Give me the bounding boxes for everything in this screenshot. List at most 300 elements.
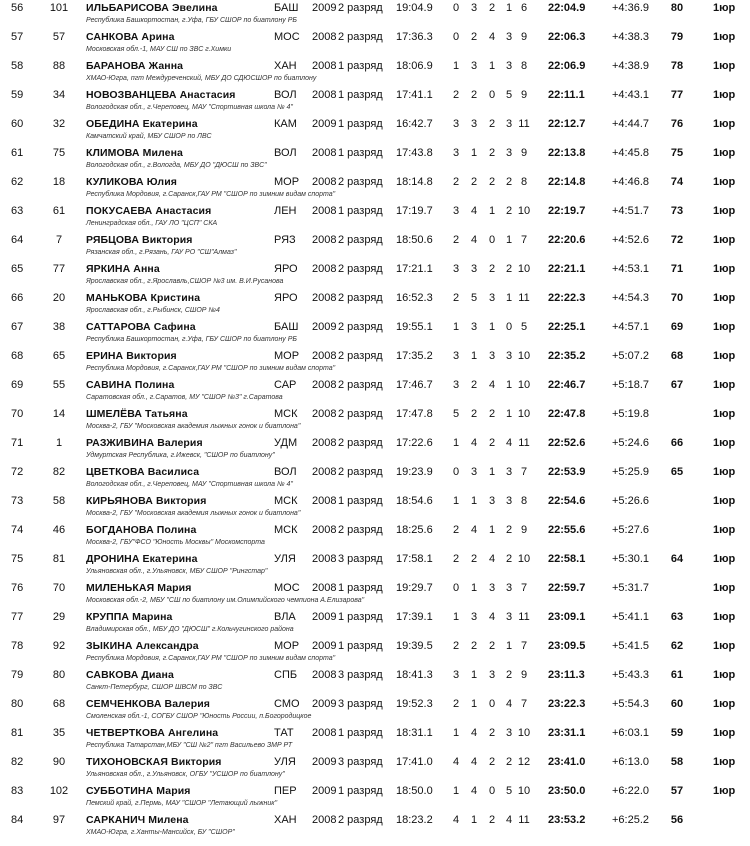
points-cell: 65 — [670, 466, 684, 478]
athlete-name: ТИХОНОВСКАЯ Виктория — [86, 756, 222, 768]
penalty-total: 10 — [517, 785, 531, 797]
penalty-lap-4: 4 — [505, 437, 513, 449]
birth-year: 2008 — [312, 350, 337, 362]
points-cell: 76 — [670, 118, 684, 130]
final-time: 22:19.7 — [548, 205, 586, 217]
bib-number-cell: 68 — [52, 698, 66, 710]
time-behind: +6:22.0 — [612, 785, 650, 797]
place-cell: 82 — [11, 756, 24, 768]
penalty-total: 9 — [520, 669, 528, 681]
sport-rank: 2 разряд — [338, 2, 383, 14]
athlete-organization: Ульяновская обл., г.Ульяновск, МБУ СШОР "Рингстар" — [86, 568, 268, 575]
penalty-total: 8 — [520, 495, 528, 507]
penalty-lap-3: 2 — [488, 118, 496, 130]
bib-number-cell: 65 — [52, 350, 66, 362]
region-code: МОР — [274, 176, 300, 188]
table-row — [0, 580, 750, 609]
penalty-lap-3: 3 — [488, 495, 496, 507]
final-time: 22:06.3 — [548, 31, 586, 43]
time-behind: +4:43.1 — [612, 89, 650, 101]
final-time: 22:04.9 — [548, 2, 586, 14]
table-row — [0, 696, 750, 725]
category-cell: 1юр — [713, 495, 736, 507]
time-behind: +6:25.2 — [612, 814, 650, 826]
birth-year: 2008 — [312, 89, 337, 101]
penalty-lap-4: 3 — [505, 118, 513, 130]
sport-rank: 1 разряд — [338, 785, 383, 797]
birth-year: 2008 — [312, 727, 337, 739]
bib-number-cell: 34 — [52, 89, 66, 101]
course-time: 17:41.0 — [396, 756, 433, 768]
region-code: ЯРО — [274, 292, 298, 304]
penalty-lap-2: 4 — [470, 727, 478, 739]
athlete-name: РАЗЖИВИНА Валерия — [86, 437, 203, 449]
athlete-organization: ХМАО-Югра, г.Ханты-Мансийск, БУ "СШОР" — [86, 829, 235, 836]
region-code: УЛЯ — [274, 553, 296, 565]
category-cell: 1юр — [713, 727, 736, 739]
penalty-lap-2: 1 — [470, 698, 478, 710]
penalty-lap-4: 1 — [505, 379, 513, 391]
birth-year: 2009 — [312, 756, 337, 768]
region-code: ТАТ — [274, 727, 294, 739]
athlete-name: МИЛЕНЬКАЯ Мария — [86, 582, 192, 594]
final-time: 22:21.1 — [548, 263, 586, 275]
penalty-lap-1: 1 — [452, 785, 460, 797]
final-time: 22:46.7 — [548, 379, 586, 391]
final-time: 22:55.6 — [548, 524, 586, 536]
sport-rank: 2 разряд — [338, 466, 383, 478]
region-code: СМО — [274, 698, 300, 710]
sport-rank: 1 разряд — [338, 147, 383, 159]
penalty-lap-1: 3 — [452, 205, 460, 217]
final-time: 22:54.6 — [548, 495, 586, 507]
points-cell: 68 — [670, 350, 684, 362]
region-code: БАШ — [274, 321, 299, 333]
table-row — [0, 667, 750, 696]
final-time: 23:31.1 — [548, 727, 586, 739]
penalty-lap-3: 3 — [488, 669, 496, 681]
course-time: 18:14.8 — [396, 176, 433, 188]
penalty-lap-4: 4 — [505, 698, 513, 710]
time-behind: +5:31.7 — [612, 582, 650, 594]
category-cell: 1юр — [713, 89, 736, 101]
penalty-lap-1: 0 — [452, 31, 460, 43]
bib-number-cell: 61 — [52, 205, 66, 217]
penalty-lap-1: 2 — [452, 234, 460, 246]
penalty-lap-2: 2 — [470, 640, 478, 652]
points-cell: 80 — [670, 2, 684, 14]
category-cell: 1юр — [713, 756, 736, 768]
sport-rank: 2 разряд — [338, 176, 383, 188]
region-code: СПБ — [274, 669, 298, 681]
course-time: 18:41.3 — [396, 669, 433, 681]
place-cell: 59 — [11, 89, 24, 101]
sport-rank: 2 разряд — [338, 524, 383, 536]
sport-rank: 1 разряд — [338, 582, 383, 594]
birth-year: 2008 — [312, 147, 337, 159]
penalty-total: 8 — [520, 176, 528, 188]
birth-year: 2009 — [312, 640, 337, 652]
penalty-lap-1: 2 — [452, 640, 460, 652]
points-cell: 77 — [670, 89, 684, 101]
athlete-name: СУББОТИНА Мария — [86, 785, 191, 797]
course-time: 18:50.6 — [396, 234, 433, 246]
athlete-name: САВКОВА Диана — [86, 669, 174, 681]
table-row — [0, 725, 750, 754]
penalty-lap-3: 4 — [488, 31, 496, 43]
athlete-organization: ХМАО-Югра, пгт Междуреченский, МБУ ДО СДЮСШОР по биатлону — [86, 75, 317, 82]
birth-year: 2008 — [312, 408, 337, 420]
penalty-total: 10 — [517, 727, 531, 739]
course-time: 16:42.7 — [396, 118, 433, 130]
place-cell: 81 — [11, 727, 24, 739]
course-time: 17:58.1 — [396, 553, 433, 565]
region-code: ВОЛ — [274, 466, 297, 478]
penalty-total: 10 — [517, 379, 531, 391]
penalty-total: 12 — [517, 756, 531, 768]
category-cell: 1юр — [713, 292, 736, 304]
place-cell: 62 — [11, 176, 24, 188]
table-row — [0, 783, 750, 812]
course-time: 17:46.7 — [396, 379, 433, 391]
region-code: ВОЛ — [274, 147, 297, 159]
athlete-organization: Московская обл.-2, МБУ "СШ по биатлону им.Олимпийского чемпиона А.Елизарова" — [86, 597, 365, 604]
penalty-lap-3: 4 — [488, 611, 496, 623]
place-cell: 63 — [11, 205, 24, 217]
points-cell: 59 — [670, 727, 684, 739]
final-time: 23:50.0 — [548, 785, 586, 797]
penalty-lap-1: 1 — [452, 60, 460, 72]
bib-number-cell: 92 — [52, 640, 66, 652]
birth-year: 2008 — [312, 176, 337, 188]
category-cell: 1юр — [713, 147, 736, 159]
points-cell: 56 — [670, 814, 684, 826]
table-row — [0, 464, 750, 493]
final-time: 22:53.9 — [548, 466, 586, 478]
sport-rank: 3 разряд — [338, 669, 383, 681]
course-time: 17:39.1 — [396, 611, 433, 623]
penalty-lap-2: 3 — [470, 611, 478, 623]
bib-number-cell: 80 — [52, 669, 66, 681]
penalty-lap-3: 2 — [488, 437, 496, 449]
sport-rank: 1 разряд — [338, 118, 383, 130]
sport-rank: 1 разряд — [338, 611, 383, 623]
bib-number-cell: 58 — [52, 495, 66, 507]
athlete-name: НОВОЗВАНЦЕВА Анастасия — [86, 89, 236, 101]
penalty-lap-2: 2 — [470, 379, 478, 391]
final-time: 22:13.8 — [548, 147, 586, 159]
points-cell: 61 — [670, 669, 684, 681]
penalty-lap-1: 3 — [452, 118, 460, 130]
region-code: ХАН — [274, 814, 297, 826]
penalty-lap-4: 2 — [505, 205, 513, 217]
region-code: МОС — [274, 582, 300, 594]
penalty-lap-3: 0 — [488, 89, 496, 101]
bib-number-cell: 101 — [49, 2, 69, 14]
course-time: 17:41.1 — [396, 89, 433, 101]
course-time: 17:43.8 — [396, 147, 433, 159]
course-time: 19:23.9 — [396, 466, 433, 478]
place-cell: 64 — [11, 234, 24, 246]
athlete-name: ДРОНИНА Екатерина — [86, 553, 198, 565]
time-behind: +6:03.1 — [612, 727, 650, 739]
points-cell: 58 — [670, 756, 684, 768]
table-row — [0, 116, 750, 145]
penalty-lap-3: 2 — [488, 756, 496, 768]
points-cell: 60 — [670, 698, 684, 710]
athlete-name: ЕРИНА Виктория — [86, 350, 177, 362]
place-cell: 74 — [11, 524, 24, 536]
penalty-total: 11 — [518, 814, 530, 826]
penalty-lap-2: 3 — [470, 60, 478, 72]
region-code: МСК — [274, 495, 298, 507]
penalty-lap-1: 0 — [452, 582, 460, 594]
penalty-total: 10 — [517, 350, 531, 362]
penalty-total: 6 — [520, 2, 528, 14]
table-row — [0, 290, 750, 319]
athlete-name: ЧЕТВЕРТКОВА Ангелина — [86, 727, 219, 739]
place-cell: 71 — [11, 437, 24, 449]
athlete-name: ПОКУСАЕВА Анастасия — [86, 205, 212, 217]
bib-number-cell: 70 — [52, 582, 66, 594]
category-cell: 1юр — [713, 350, 736, 362]
penalty-lap-2: 1 — [470, 814, 478, 826]
athlete-organization: Пемский край, г.Пермь, МАУ "СШОР "Летающий лыжник" — [86, 800, 278, 807]
penalty-lap-4: 5 — [505, 785, 513, 797]
sport-rank: 2 разряд — [338, 263, 383, 275]
time-behind: +4:57.1 — [612, 321, 650, 333]
birth-year: 2008 — [312, 234, 337, 246]
penalty-lap-2: 2 — [470, 408, 478, 420]
athlete-name: ЦВЕТКОВА Василиса — [86, 466, 200, 478]
athlete-organization: Владимирская обл., МБУ ДО "ДЮСШ" г.Кольчугинского района — [86, 626, 294, 633]
time-behind: +5:54.3 — [612, 698, 650, 710]
table-row — [0, 348, 750, 377]
bib-number-cell: 35 — [52, 727, 66, 739]
place-cell: 77 — [11, 611, 24, 623]
table-row — [0, 261, 750, 290]
region-code: ВОЛ — [274, 89, 297, 101]
sport-rank: 2 разряд — [338, 814, 383, 826]
penalty-lap-2: 1 — [470, 582, 478, 594]
penalty-total: 11 — [518, 611, 530, 623]
penalty-lap-3: 0 — [488, 234, 496, 246]
points-cell: 64 — [670, 553, 684, 565]
points-cell: 66 — [670, 437, 684, 449]
penalty-lap-2: 1 — [470, 350, 478, 362]
table-row — [0, 0, 750, 29]
penalty-lap-4: 3 — [505, 727, 513, 739]
birth-year: 2008 — [312, 582, 337, 594]
athlete-name: ИЛЬБАРИСОВА Эвелина — [86, 2, 218, 14]
place-cell: 78 — [11, 640, 24, 652]
category-cell: 1юр — [713, 263, 736, 275]
penalty-lap-2: 3 — [470, 466, 478, 478]
final-time: 22:35.2 — [548, 350, 586, 362]
place-cell: 80 — [11, 698, 24, 710]
athlete-organization: Республика Мордовия, г.Саранск,ГАУ РМ "СШОР по зимним видам спорта" — [86, 655, 336, 662]
region-code: БАШ — [274, 2, 299, 14]
table-row — [0, 29, 750, 58]
birth-year: 2008 — [312, 292, 337, 304]
penalty-total: 9 — [520, 89, 528, 101]
course-time: 19:55.1 — [396, 321, 433, 333]
category-cell: 1юр — [713, 466, 736, 478]
time-behind: +5:30.1 — [612, 553, 650, 565]
sport-rank: 1 разряд — [338, 89, 383, 101]
penalty-total: 7 — [520, 698, 528, 710]
region-code: МОР — [274, 640, 300, 652]
penalty-lap-3: 2 — [488, 814, 496, 826]
penalty-lap-4: 3 — [505, 466, 513, 478]
birth-year: 2009 — [312, 698, 337, 710]
penalty-lap-1: 3 — [452, 350, 460, 362]
course-time: 18:50.0 — [396, 785, 433, 797]
place-cell: 60 — [11, 118, 24, 130]
penalty-lap-3: 3 — [488, 350, 496, 362]
penalty-lap-1: 4 — [452, 814, 460, 826]
time-behind: +4:52.6 — [612, 234, 650, 246]
category-cell: 1юр — [713, 2, 736, 14]
athlete-organization: Москва-2, ГБУ "Московская академия лыжных гонок и биатлона" — [86, 510, 301, 517]
penalty-total: 11 — [518, 292, 530, 304]
time-behind: +4:38.9 — [612, 60, 650, 72]
penalty-lap-3: 1 — [488, 524, 496, 536]
table-row — [0, 319, 750, 348]
time-behind: +5:07.2 — [612, 350, 650, 362]
penalty-lap-1: 5 — [452, 408, 460, 420]
category-cell: 1юр — [713, 321, 736, 333]
athlete-organization: Республика Мордовия, г.Саранск,ГАУ РМ "СШОР по зимним видам спорта" — [86, 365, 336, 372]
athlete-name: СЕМЧЕНКОВА Валерия — [86, 698, 211, 710]
place-cell: 70 — [11, 408, 24, 420]
place-cell: 75 — [11, 553, 24, 565]
bib-number-cell: 29 — [52, 611, 66, 623]
category-cell: 1юр — [713, 379, 736, 391]
points-cell: 78 — [670, 60, 684, 72]
points-cell: 74 — [670, 176, 684, 188]
sport-rank: 2 разряд — [338, 292, 383, 304]
birth-year: 2008 — [312, 379, 337, 391]
athlete-organization: Московская обл.-1, МАУ СШ по ЗВС г.Химки — [86, 46, 232, 53]
penalty-lap-2: 1 — [470, 147, 478, 159]
birth-year: 2009 — [312, 785, 337, 797]
penalty-lap-2: 4 — [470, 205, 478, 217]
athlete-organization: Рязанская обл., г.Рязань, ГАУ РО "СШ"Алмаз" — [86, 249, 237, 256]
penalty-lap-4: 2 — [505, 263, 513, 275]
penalty-lap-4: 2 — [505, 553, 513, 565]
birth-year: 2008 — [312, 466, 337, 478]
penalty-lap-2: 3 — [470, 2, 478, 14]
athlete-organization: Саратовская обл., г.Саратов, МУ "СШОР №3" г.Саратова — [86, 394, 283, 401]
penalty-total: 10 — [517, 553, 531, 565]
category-cell: 1юр — [713, 553, 736, 565]
final-time: 22:59.7 — [548, 582, 586, 594]
region-code: МОС — [274, 31, 300, 43]
athlete-name: КУЛИКОВА Юлия — [86, 176, 177, 188]
athlete-organization: Москва-2, ГБУ "Московская академия лыжных гонок и биатлона" — [86, 423, 301, 430]
penalty-lap-1: 1 — [452, 437, 460, 449]
birth-year: 2008 — [312, 553, 337, 565]
penalty-lap-3: 2 — [488, 2, 496, 14]
bib-number-cell: 18 — [52, 176, 66, 188]
penalty-lap-3: 3 — [488, 292, 496, 304]
final-time: 23:53.2 — [548, 814, 586, 826]
sport-rank: 1 разряд — [338, 727, 383, 739]
birth-year: 2008 — [312, 814, 337, 826]
birth-year: 2008 — [312, 669, 337, 681]
penalty-total: 9 — [520, 31, 528, 43]
birth-year: 2009 — [312, 611, 337, 623]
athlete-name: ОБЕДИНА Екатерина — [86, 118, 198, 130]
athlete-organization: Вологодская обл., г.Череповец, МАУ "Спортивная школа № 4" — [86, 104, 293, 111]
penalty-lap-1: 0 — [452, 466, 460, 478]
penalty-lap-4: 2 — [505, 176, 513, 188]
final-time: 22:20.6 — [548, 234, 586, 246]
table-row — [0, 377, 750, 406]
penalty-lap-4: 1 — [505, 292, 513, 304]
athlete-name: БАРАНОВА Жанна — [86, 60, 184, 72]
penalty-lap-2: 4 — [470, 234, 478, 246]
sport-rank: 2 разряд — [338, 408, 383, 420]
athlete-organization: Вологодская обл., г.Череповец, МАУ "Спортивная школа № 4" — [86, 481, 293, 488]
athlete-organization: Москва-2, ГБУ"ФСО "Юность Москвы" Москомспорта — [86, 539, 265, 546]
category-cell: 1юр — [713, 785, 736, 797]
penalty-lap-1: 4 — [452, 756, 460, 768]
penalty-lap-4: 1 — [505, 408, 513, 420]
penalty-total: 7 — [520, 466, 528, 478]
place-cell: 67 — [11, 321, 24, 333]
sport-rank: 3 разряд — [338, 756, 383, 768]
penalty-lap-2: 2 — [470, 176, 478, 188]
penalty-lap-3: 2 — [488, 147, 496, 159]
birth-year: 2008 — [312, 437, 337, 449]
birth-year: 2008 — [312, 60, 337, 72]
penalty-lap-4: 1 — [505, 640, 513, 652]
penalty-lap-1: 1 — [452, 727, 460, 739]
time-behind: +4:38.3 — [612, 31, 650, 43]
region-code: ХАН — [274, 60, 297, 72]
penalty-lap-4: 3 — [505, 147, 513, 159]
time-behind: +5:18.7 — [612, 379, 650, 391]
time-behind: +4:54.3 — [612, 292, 650, 304]
penalty-lap-1: 2 — [452, 553, 460, 565]
course-time: 17:35.2 — [396, 350, 433, 362]
final-time: 22:25.1 — [548, 321, 586, 333]
birth-year: 2009 — [312, 321, 337, 333]
penalty-lap-1: 3 — [452, 263, 460, 275]
bib-number-cell: 57 — [52, 31, 66, 43]
penalty-total: 7 — [520, 234, 528, 246]
athlete-name: САРКАНИЧ Милена — [86, 814, 189, 826]
category-cell: 1юр — [713, 640, 736, 652]
time-behind: +5:43.3 — [612, 669, 650, 681]
final-time: 22:11.1 — [548, 89, 585, 101]
time-behind: +4:36.9 — [612, 2, 650, 14]
region-code: КАМ — [274, 118, 297, 130]
table-row — [0, 435, 750, 464]
points-cell: 71 — [670, 263, 684, 275]
penalty-lap-3: 1 — [488, 466, 496, 478]
region-code: РЯЗ — [274, 234, 296, 246]
penalty-lap-3: 1 — [488, 60, 496, 72]
penalty-lap-1: 1 — [452, 495, 460, 507]
final-time: 23:41.0 — [548, 756, 586, 768]
sport-rank: 1 разряд — [338, 640, 383, 652]
course-time: 17:19.7 — [396, 205, 433, 217]
category-cell: 1юр — [713, 698, 736, 710]
bib-number-cell: 20 — [52, 292, 66, 304]
